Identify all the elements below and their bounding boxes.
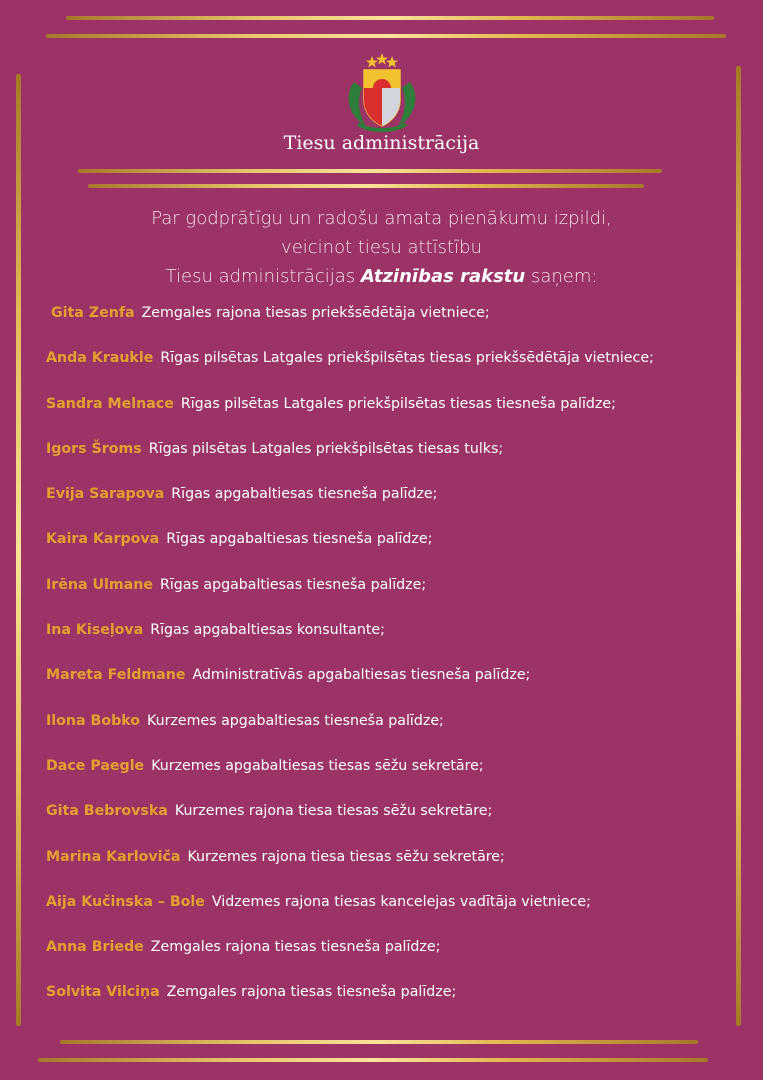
recipient-name: Marina Karloviča [46,848,181,865]
list-item [46,393,736,438]
intro-text [0,204,763,291]
intro-line-3 [0,262,763,291]
recipient-name: Igors Šroms [46,440,142,457]
list-item [46,800,736,845]
frame-top-line-1 [66,16,714,20]
organization-title: Tiesu administrācija [283,132,480,154]
list-item [46,619,736,664]
recipient-role: Rīgas apgabaltiesas tiesneša palīdze; [171,486,438,503]
list-item [46,528,736,573]
recipient-role: Zemgales rajona tiesas priekšsēdētāja vietniece; [141,305,490,321]
recipient-role: Vidzemes rajona tiesas kancelejas vadītāja vietniece; [211,893,591,910]
recipient-name: Gita Zenfa [51,305,135,321]
recipient-role: Zemgales rajona tiesas tiesneša palīdze; [166,984,457,1001]
latvian-coat-of-arms-icon [340,52,424,136]
list-item [46,936,736,981]
recipient-name: Evija Sarapova [46,486,165,503]
intro-suffix: saņem: [530,266,598,287]
list-item [46,302,736,347]
recipient-name: Ina Kiseļova [46,622,144,639]
recipient-role: Rīgas apgabaltiesas konsultante; [150,622,385,639]
recipient-name: Sandra Melnace [46,395,174,412]
recipient-name: Aija Kučinska – Bole [46,893,205,910]
list-item [46,438,736,483]
list-item [46,755,736,800]
title-divider-1 [78,169,662,173]
frame-top-line-2 [46,34,726,38]
recipient-role: Rīgas apgabaltiesas tiesneša palīdze; [166,531,433,548]
title-divider-2 [88,184,644,188]
recipient-role: Rīgas apgabaltiesas tiesneša palīdze; [159,576,427,593]
recipient-name: Solvita Vilciņa [46,984,160,1001]
list-item [46,981,736,1026]
recipient-role: Rīgas pilsētas Latgales priekšpilsētas tiesas priekšsēdētāja vietniece; [160,350,654,367]
recipient-role: Kurzemes apgabaltiesas tiesas sēžu sekretāre; [151,757,484,774]
intro-line-2: veicinot tiesu attīstību [281,237,482,258]
recipient-role: Administratīvās apgabaltiesas tiesneša palīdze; [192,667,531,684]
list-item [46,664,736,709]
recipient-role: Kurzemes apgabaltiesas tiesneša palīdze; [147,712,444,729]
recipient-name: Anda Kraukle [46,350,154,367]
frame-bottom-line-2 [38,1058,708,1062]
recipient-name: Anna Briede [46,939,144,956]
intro-prefix: Tiesu administrācijas [165,266,356,287]
intro-line-1: Par godprātīgu un radošu amata pienākumu izpildi, [151,208,612,229]
list-item [46,574,736,619]
recipient-role: Kurzemes rajona tiesa tiesas sēžu sekretāre; [174,803,493,820]
frame-bottom-line-1 [60,1040,698,1044]
list-item [46,483,736,528]
recipient-list [46,302,736,1027]
award-title: Atzinības rakstu [360,266,526,287]
list-item [46,846,736,891]
recipient-name: Gita Bebrovska [46,803,168,820]
recipient-name: Mareta Feldmane [46,667,186,684]
recipient-name: Kaira Karpova [46,531,160,548]
recipient-role: Rīgas pilsētas Latgales priekšpilsētas tiesas tulks; [148,440,504,457]
recipient-name: Dace Paegle [46,757,145,774]
list-item [46,891,736,936]
list-item [46,710,736,755]
recipient-role: Kurzemes rajona tiesa tiesas sēžu sekretāre; [187,848,505,865]
list-item [46,347,736,392]
recipient-name: Ilona Bobko [46,712,141,729]
recipient-name: Irēna Ulmane [46,576,153,593]
recipient-role: Zemgales rajona tiesas tiesneša palīdze; [150,939,441,956]
recipient-role: Rīgas pilsētas Latgales priekšpilsētas tiesas tiesneša palīdze; [180,395,616,412]
